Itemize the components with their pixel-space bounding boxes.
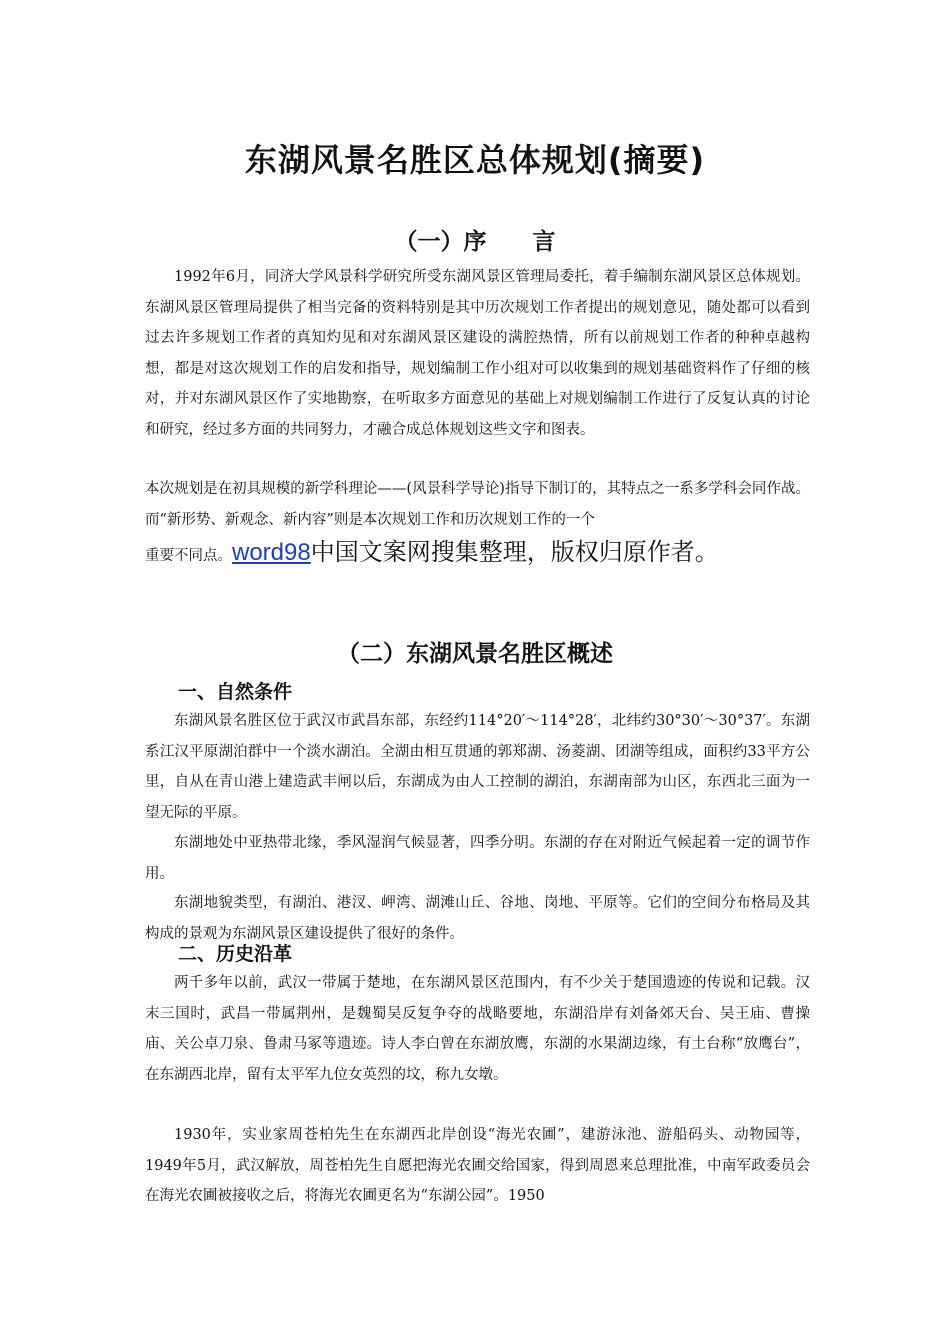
preface-paragraph-1: 1992年6月，同济大学风景科学研究所受东湖风景区管理局委托，着手编制东湖风景区总体规划。东湖风景区管理局提供了相当完备的资料特别是其中历次规划工作者提出的规划意见，随处都可以看到过去许多规划工作者的真知灼见和对东湖风景区建设的满腔热情，所有以前规划工作者的种种卓越构想，都是对这次规划工作的启发和指导，规划编制工作小组对可以收集到的规划基础资料作了仔细的核对，并对东湖风景区作了实地勘察，在听取多方面意见的基础上对规划编制工作进行了反复认真的讨论和研究，经过多方面的共同努力，才融合成总体规划这些文字和图表。 [145,269,810,438]
natural-conditions-paragraph-3: 东湖地貌类型，有湖泊、港汊、岬湾、湖滩山丘、谷地、岗地、平原等。它们的空间分布格局及其构成的景观为东湖风景区建设提供了很好的条件。 [145,895,810,942]
subsection-heading-natural-conditions: 一、自然条件 [178,681,293,703]
source-link[interactable]: word98 [232,539,311,566]
subsection-heading-history: 二、历史沿革 [178,943,293,965]
preface-tail-text: 重要不同点。 [145,548,232,564]
preface-paragraph-2: 本次规划是在初具规模的新学科理论——(风景科学导论)指导下制订的，其特点之一系多学科会同作战。而“新形势、新观念、新内容”则是本次规划工作和历次规划工作的一个 [145,481,810,528]
section-heading-preface: （一）序 言 [394,229,556,255]
history-paragraph-2: 1930年，实业家周苍柏先生在东湖西北岸创设“海光农圃”，建游泳池、游船码头、动物园等，1949年5月，武汉解放，周苍柏先生自愿把海光农圃交给国家，得到周恩来总理批准，中南军政委员会在海光农圃被接收之后，将海光农圃更名为“东湖公园”。1950 [145,1127,810,1204]
document-title: 东湖风景名胜区总体规划(摘要) [244,141,706,179]
preface-paragraph-tail [145,532,719,576]
natural-conditions-paragraph-1: 东湖风景名胜区位于武汉市武昌东部，东经约114°20′～114°28′，北纬约30°30′～30°37′。东湖系江汉平原湖泊群中一个淡水湖泊。全湖由相互贯通的郭郑湖、汤菱湖、团湖等组成，面积约33平方公里，自从在青山港上建造武丰闸以后，东湖成为由人工控制的湖泊，东湖南部为山区，东西北三面为一望无际的平原。 [145,713,810,821]
history-paragraph-1: 两千多年以前，武汉一带属于楚地，在东湖风景区范围内，有不少关于楚国遗迹的传说和记载。汉末三国时，武昌一带属荆州，是魏蜀吴反复争夺的战略要地，东湖沿岸有刘备郊天台、吴王庙、曹操庙、关公卓刀泉、鲁肃马冢等遗迹。诗人李白曾在东湖放鹰，东湖的水果湖边缘，有土台称“放鹰台”，在东湖西北岸，留有太平军九位女英烈的坟，称九女墩。 [145,975,810,1083]
source-note: 中国文案网搜集整理，版权归原作者。 [310,538,719,566]
section-heading-overview: （二）东湖风景名胜区概述 [337,641,613,667]
natural-conditions-paragraph-2: 东湖地处中亚热带北缘，季风湿润气候显著，四季分明。东湖的存在对附近气候起着一定的调节作用。 [145,835,810,882]
